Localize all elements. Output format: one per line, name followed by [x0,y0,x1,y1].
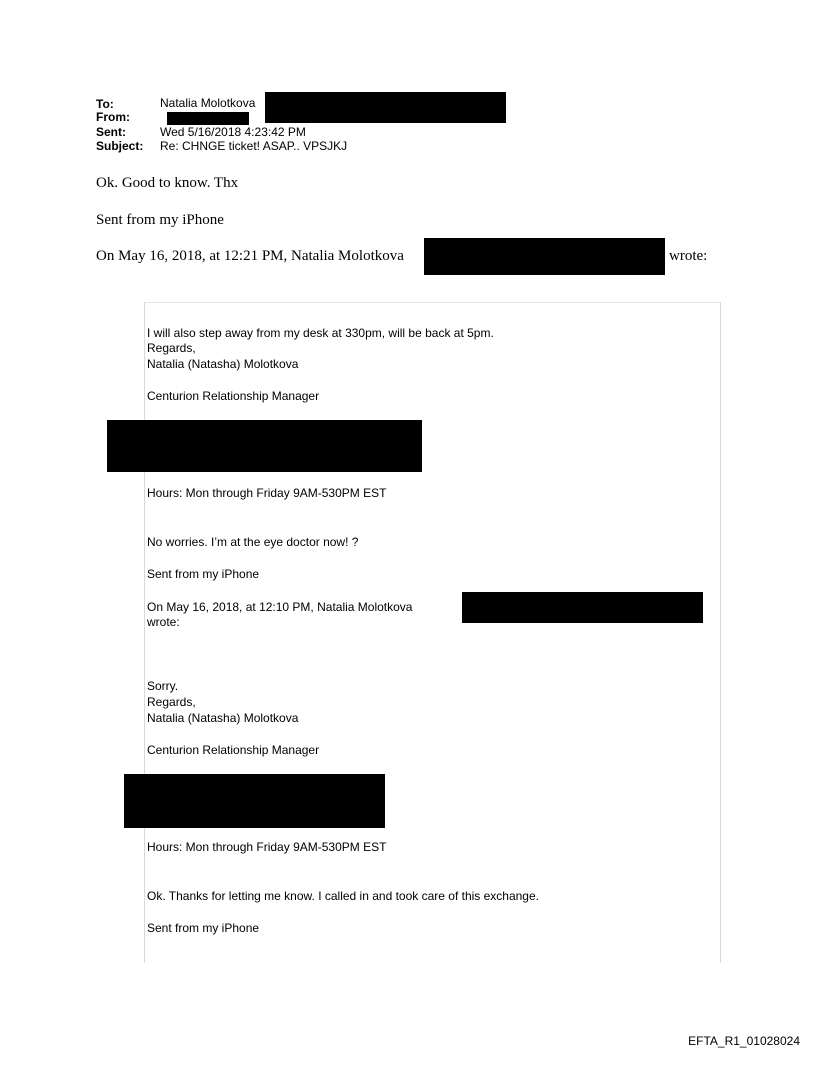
from-label: From: [96,110,130,124]
subject-label: Subject: [96,139,144,153]
quote-title-2: Centurion Relationship Manager [147,743,320,757]
quote-reply-2: Ok. Thanks for letting me know. I called in and took care of this exchange. [147,889,539,903]
quote-hours-2: Hours: Mon through Friday 9AM-530PM EST [147,840,387,854]
to-label: To: [96,97,114,111]
redaction-box [265,92,506,123]
sent-value: Wed 5/16/2018 4:23:42 PM [160,125,306,139]
quote-sent-from-2: Sent from my iPhone [147,921,260,935]
body-on-prefix: On May 16, 2018, at 12:21 PM, Natalia Molotkova [96,248,404,264]
quote-reply-1: No worries. I’m at the eye doctor now! ? [147,535,359,549]
redaction-box [462,592,703,623]
quote-name-1: Natalia (Natasha) Molotkova [147,357,299,371]
body-line-1: Ok. Good to know. Thx [96,175,239,191]
redaction-box [107,420,422,472]
quote-p1: I will also step away from my desk at 330pm, will be back at 5pm. [147,326,494,340]
to-value: Natalia Molotkova [160,96,256,110]
quote-sent-from-1: Sent from my iPhone [147,567,260,581]
quote-on-2: On May 16, 2018, at 12:10 PM, Natalia Molotkova [147,600,413,614]
redaction-box [167,112,249,125]
quote-regards-2: Regards, [147,695,196,709]
quote-name-2: Natalia (Natasha) Molotkova [147,711,299,725]
quote-sorry: Sorry. [147,679,179,693]
document-id: EFTA_R1_01028024 [688,1034,800,1048]
body-on-suffix: wrote: [669,248,708,264]
redaction-box [124,774,385,828]
quote-title-1: Centurion Relationship Manager [147,389,320,403]
sent-label: Sent: [96,125,126,139]
quote-wrote-2: wrote: [147,615,180,629]
body-line-2: Sent from my iPhone [96,212,224,228]
quote-hours-1: Hours: Mon through Friday 9AM-530PM EST [147,486,387,500]
subject-value: Re: CHNGE ticket! ASAP.. VPSJKJ [160,139,348,153]
redaction-box [424,238,665,275]
quote-regards-1: Regards, [147,341,196,355]
